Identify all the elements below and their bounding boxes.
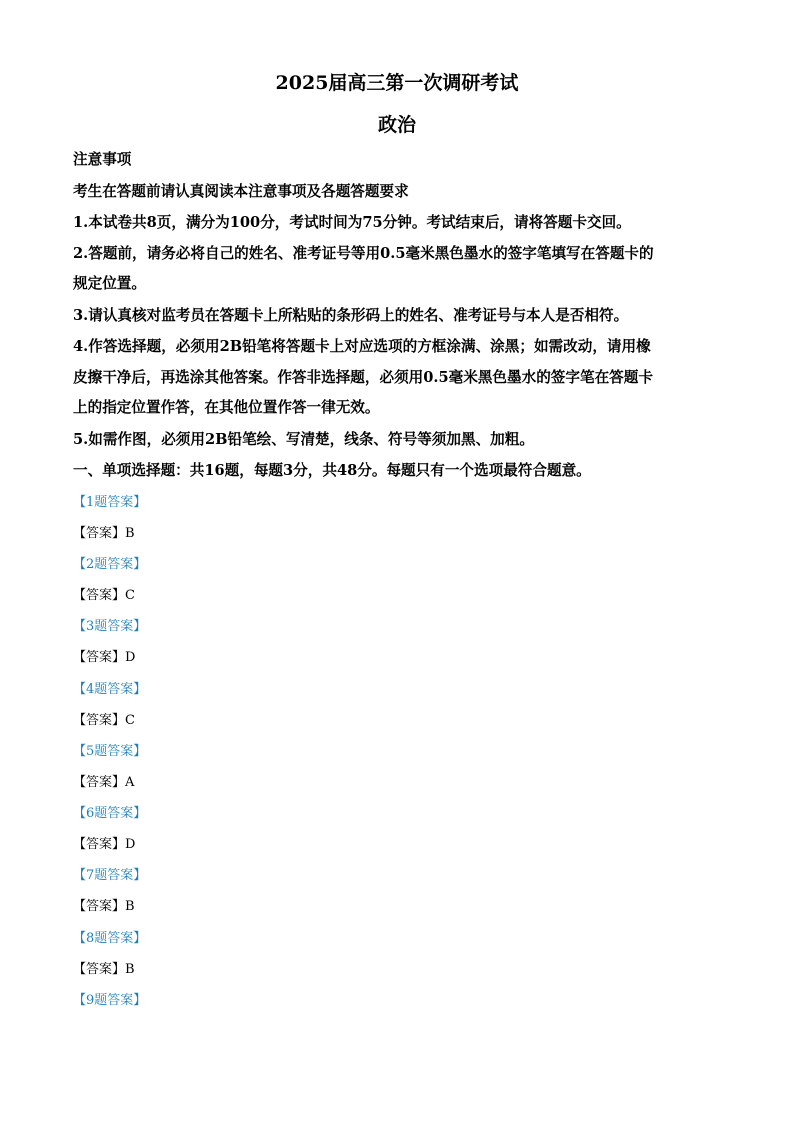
exam-title: 2025届高三第一次调研考试 xyxy=(275,72,519,94)
answer-value-5: 【答案】A xyxy=(73,775,135,790)
notice-item-4-cont-1: 皮擦干净后，再选涂其他答案。作答非选择题，必须用0.5毫米黑色墨水的签字笔在答题卡 xyxy=(73,369,653,386)
answer-value-2: 【答案】C xyxy=(73,588,135,603)
answer-value-1: 【答案】B xyxy=(73,526,135,541)
answer-label-7: 【7题答案】 xyxy=(73,868,147,883)
answer-value-3: 【答案】D xyxy=(73,650,136,665)
notice-intro: 考生在答题前请认真阅读本注意事项及各题答题要求 xyxy=(73,183,409,200)
notice-item-1: 1.本试卷共8页，满分为100分，考试时间为75分钟。考试结束后，请将答题卡交回。 xyxy=(73,214,631,231)
answer-label-1: 【1题答案】 xyxy=(73,495,147,510)
answer-value-6: 【答案】D xyxy=(73,837,136,852)
notice-item-4-cont-2: 上的指定位置作答，在其他位置作答一律无效。 xyxy=(73,399,380,416)
notice-heading: 注意事项 xyxy=(73,151,132,168)
notice-item-3: 3.请认真核对监考员在答题卡上所粘贴的条形码上的姓名、准考证号与本人是否相符。 xyxy=(73,307,629,324)
answer-label-8: 【8题答案】 xyxy=(73,931,147,946)
answer-label-2: 【2题答案】 xyxy=(73,557,147,572)
notice-item-2: 2.答题前，请务必将自己的姓名、准考证号等用0.5毫米黑色墨水的签字笔填写在答题卡的 xyxy=(73,245,654,262)
subject-title: 政治 xyxy=(377,114,416,136)
answer-value-8: 【答案】B xyxy=(73,962,135,977)
answer-label-5: 【5题答案】 xyxy=(73,744,147,759)
notice-item-2-cont: 规定位置。 xyxy=(73,275,146,292)
section-heading: 一、单项选择题：共16题，每题3分，共48分。每题只有一个选项最符合题意。 xyxy=(73,462,591,479)
notice-item-4: 4.作答选择题，必须用2B铅笔将答题卡上对应选项的方框涂满、涂黑；如需改动，请用橡 xyxy=(73,338,651,355)
answer-value-4: 【答案】C xyxy=(73,713,135,728)
answer-label-4: 【4题答案】 xyxy=(73,682,147,697)
answer-label-3: 【3题答案】 xyxy=(73,619,147,634)
notice-item-5: 5.如需作图，必须用2B铅笔绘、写清楚，线条、符号等须加黑、加粗。 xyxy=(73,431,534,448)
answer-label-9: 【9题答案】 xyxy=(73,993,147,1008)
answer-value-7: 【答案】B xyxy=(73,899,135,914)
answer-label-6: 【6题答案】 xyxy=(73,806,147,821)
